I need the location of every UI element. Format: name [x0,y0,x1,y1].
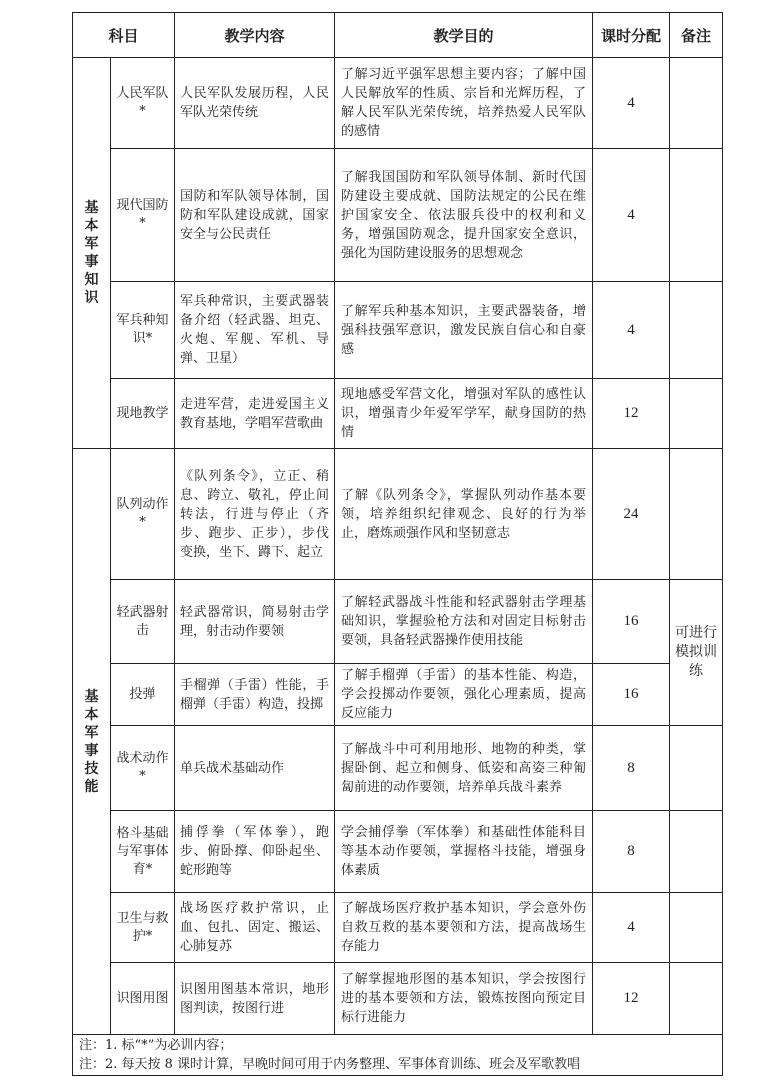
content-cell: 捕俘拳（军体拳），跑步、俯卧撑、仰卧起坐、蛇形跑等 [175,811,335,893]
hours-cell: 8 [593,726,670,811]
remark-cell [670,811,723,893]
goal-cell: 了解轻武器战斗性能和轻武器射击学理基础知识，掌握验枪方法和对固定目标射击要领，具备轻武器操作使用技能 [335,580,593,664]
goal-cell: 了解习近平强军思想主要内容；了解中国人民解放军的性质、宗旨和光辉历程，了解人民军队光荣传统，培养热爱人民军队的感情 [335,58,593,149]
subject-cell: 队列动作* [111,449,175,580]
goal-cell: 现地感受军营文化，增强对军队的感性认识，增强青少年爱军学军，献身国防的热情 [335,379,593,449]
remark-cell [670,149,723,282]
curriculum-table [72,12,723,1076]
remark-cell [670,893,723,963]
content-cell: 《队列条令》，立正、稍息、跨立、敬礼，停止间转法，行进与停止（齐步、跑步、正步），步伐变换，坐下、蹲下、起立 [175,449,335,580]
goal-cell: 了解战场医疗救护基本知识，学会意外伤自救互救的基本要领和方法，提高战场生存能力 [335,893,593,963]
remark-cell [670,449,723,580]
content-cell: 战场医疗救护常识，止血、包扎、固定、搬运、心肺复苏 [175,893,335,963]
header-content: 教学内容 [175,13,335,58]
hours-cell: 24 [593,449,670,580]
goal-cell: 了解手榴弹（手雷）的基本性能、构造，学会投掷动作要领，强化心理素质，提高反应能力 [335,664,593,726]
notes-cell [73,1035,723,1076]
remark-cell [670,379,723,449]
content-cell: 人民军队发展历程，人民军队光荣传统 [175,58,335,149]
remark-cell: 可进行模拟训练 [670,580,723,726]
header-hours: 课时分配 [593,13,670,58]
content-cell: 军兵种常识，主要武器装备介绍（轻武器、坦克、火炮、军舰、军机、导弹、卫星） [175,282,335,379]
table-row [73,963,723,1035]
content-cell: 国防和军队领导体制，国防和军队建设成就，国家安全与公民责任 [175,149,335,282]
hours-cell: 12 [593,379,670,449]
subject-cell: 人民军队* [111,58,175,149]
remark-cell [670,282,723,379]
header-goal: 教学目的 [335,13,593,58]
table-row [73,811,723,893]
remark-cell [670,58,723,149]
table-row [73,449,723,580]
table-row [73,149,723,282]
hours-cell: 4 [593,149,670,282]
table-row [73,58,723,149]
goal-cell: 了解《队列条令》，掌握队列动作基本要领，培养组织纪律观念、良好的行为举止，磨炼顽强作风和坚韧意志 [335,449,593,580]
notes-row [73,1035,723,1076]
subject-cell: 现地教学 [111,379,175,449]
hours-cell: 4 [593,58,670,149]
subject-cell: 轻武器射击 [111,580,175,664]
remark-cell [670,963,723,1035]
content-cell: 走进军营，走进爱国主义教育基地，学唱军营歌曲 [175,379,335,449]
table-row [73,726,723,811]
goal-cell: 了解军兵种基本知识，主要武器装备，增强科技强军意识，激发民族自信心和自豪感 [335,282,593,379]
subject-cell: 战术动作* [111,726,175,811]
hours-cell: 4 [593,282,670,379]
remark-cell [670,726,723,811]
category-skills: 基本军事技能 [73,449,111,1035]
hours-cell: 4 [593,893,670,963]
hours-cell: 12 [593,963,670,1035]
hours-cell: 16 [593,664,670,726]
goal-cell: 学会捕俘拳（军体拳）和基础性体能科目等基本动作要领，掌握格斗技能，增强身体素质 [335,811,593,893]
category-knowledge: 基本军事知识 [73,58,111,449]
subject-cell: 卫生与救护* [111,893,175,963]
table-row [73,664,723,726]
content-cell: 手榴弹（手雷）性能，手榴弹（手雷）构造，投掷 [175,664,335,726]
goal-cell: 了解战斗中可利用地形、地物的种类，掌握卧倒、起立和侧身、低姿和高姿三种匍匐前进的动作要领，培养单兵战斗素养 [335,726,593,811]
note-2: 注：2. 每天按 8 课时计算，早晚时间可用于内务整理、军事体育训练、班会及军歌教唱 [79,1057,581,1072]
header-subject: 科目 [73,13,175,58]
subject-cell: 识图用图 [111,963,175,1035]
subject-cell: 现代国防* [111,149,175,282]
table-row [73,893,723,963]
content-cell: 轻武器常识，简易射击学理，射击动作要领 [175,580,335,664]
hours-cell: 16 [593,580,670,664]
subject-cell: 军兵种知识* [111,282,175,379]
hours-cell: 8 [593,811,670,893]
goal-cell: 了解掌握地形图的基本知识，学会按图行进的基本要领和方法，锻炼按图向预定目标行进能力 [335,963,593,1035]
subject-cell: 格斗基础与军事体育* [111,811,175,893]
table-row [73,282,723,379]
content-cell: 识图用图基本常识，地形图判读，按图行进 [175,963,335,1035]
note-1: 注：1. 标“*”为必训内容； [79,1038,233,1053]
subject-cell: 投弹 [111,664,175,726]
goal-cell: 了解我国国防和军队领导体制、新时代国防建设主要成就、国防法规定的公民在维护国家安全、依法服兵役中的权利和义务，增强国防观念，提升国家安全意识，强化为国防建设服务的思想观念 [335,149,593,282]
header-remark: 备注 [670,13,723,58]
table-row [73,379,723,449]
content-cell: 单兵战术基础动作 [175,726,335,811]
header-row [73,13,723,58]
table-row [73,580,723,664]
